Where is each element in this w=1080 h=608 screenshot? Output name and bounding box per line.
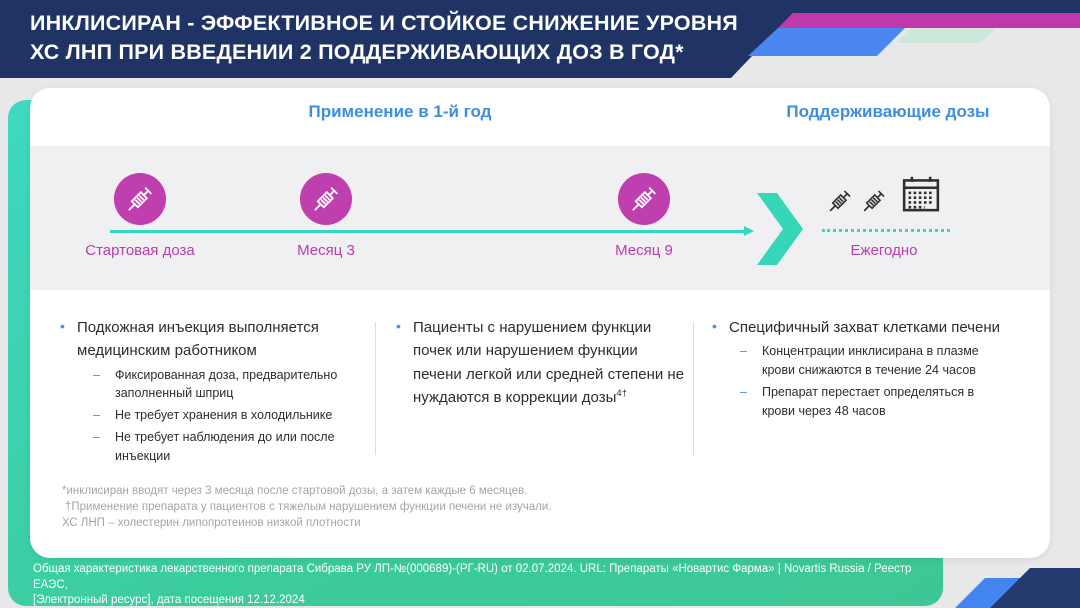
bullet-dot: • [396, 318, 401, 334]
content-card [30, 88, 1050, 558]
syringe-icon [309, 182, 343, 216]
sub-bullet-item [93, 366, 390, 404]
sub-bullet-dash: – [93, 408, 100, 422]
sub-bullet-dash: – [93, 367, 100, 382]
footnote-line: ХС ЛНП – холестерин липопротеинов низкой плотности [62, 517, 361, 530]
timeline-label-month9: Месяц 9 [615, 242, 673, 259]
footer-decoration [880, 540, 1080, 608]
page-title-line1: ИНКЛИСИРАН - ЭФФЕКТИВНОЕ И СТОЙКОЕ СНИЖЕНИЕ УРОВНЯ [30, 11, 738, 35]
bullet-dot: • [712, 318, 717, 334]
reference-marker: 4† [616, 387, 627, 399]
sub-bullet-text: Фиксированная доза, предварительно заполненный шприц [115, 367, 338, 401]
sub-bullet-text: Препарат перестает определяться в крови через 48 часов [762, 384, 975, 418]
magenta-stripe [778, 13, 1080, 28]
timeline-band [30, 146, 1050, 290]
bullet-item [712, 316, 1044, 339]
sub-bullet-item [93, 428, 390, 466]
timeline-dotted-line [822, 229, 950, 232]
sub-bullet-item [93, 406, 390, 425]
bullet-dot: • [60, 318, 65, 334]
syringe-icon [627, 182, 661, 216]
column-injection [60, 316, 390, 465]
footer-reference-line1: Общая характеристика лекарственного препарата Сибрава РУ ЛП-№(000689)-(РГ-RU) от 02.07.2024. URL: Препараты «Новартис Фарма» | Novartis Russia / Реестр ЕАЭС, [33, 563, 912, 591]
annual-icons [825, 172, 975, 216]
footnote-line: †Применение препарата у пациентов с тяжелым нарушением функции печени не изучали. [65, 501, 552, 514]
bullet-text: Подкожная инъекция выполняется медицинским работником [77, 319, 319, 360]
footnote-line: *инклисиран вводят через 3 месяца после стартовой дозы, а затем каждые 6 месяцев. [62, 485, 528, 497]
page-title-line2: ХС ЛНП ПРИ ВВЕДЕНИИ 2 ПОДДЕРЖИВАЮЩИХ ДОЗ В ГОД* [30, 39, 684, 64]
sub-bullet-text: Не требует наблюдения до или после инъекции [115, 429, 335, 463]
bullet-item [396, 316, 688, 409]
dose-circle-month9 [618, 173, 670, 225]
sub-bullet-item [740, 342, 1044, 380]
timeline-arrowhead [744, 226, 754, 236]
timeline-label-annual: Ежегодно [850, 242, 918, 259]
timeline-label-month3: Месяц 3 [297, 242, 355, 259]
timeline-line [110, 230, 746, 233]
sub-bullet-dash: – [93, 429, 100, 444]
footnotes [62, 483, 552, 531]
syringe-icon [859, 186, 889, 216]
footer-reference [33, 562, 933, 608]
footer-reference-line2: [Электронный ресурс], дата посещения 12.12.2024 [33, 594, 305, 607]
column-divider [693, 322, 694, 455]
mint-stripe [896, 28, 996, 43]
column-dose-adjustment [396, 316, 688, 409]
dose-circle-start [114, 173, 166, 225]
syringe-icon [123, 182, 157, 216]
bullet-text: Специфичный захват клетками печени [729, 319, 1001, 336]
sub-bullet-item [740, 383, 1044, 421]
page-title [30, 9, 738, 66]
syringe-icon [825, 186, 855, 216]
section-heading-first-year: Применение в 1-й год [308, 102, 492, 121]
column-liver-uptake [712, 316, 1044, 420]
calendar-icon [899, 172, 943, 216]
sub-bullet-text: Концентрации инклисирана в плазме крови снижаются в течение 24 часов [762, 344, 979, 377]
section-heading-maintenance: Поддерживающие дозы [786, 102, 990, 121]
timeline-label-start: Стартовая доза [85, 242, 195, 259]
sub-bullet-text: Не требует хранения в холодильнике [115, 408, 333, 422]
dose-circle-month3 [300, 173, 352, 225]
bullet-text-main: Пациенты с нарушением функции почек или нарушением функции печени легкой или средней степени не нуждаются в коррекции дозы [413, 319, 685, 406]
sub-bullet-dash: – [740, 344, 747, 359]
bullet-text [413, 316, 688, 409]
sub-bullet-dash: – [740, 384, 747, 399]
bullet-item [60, 316, 390, 363]
